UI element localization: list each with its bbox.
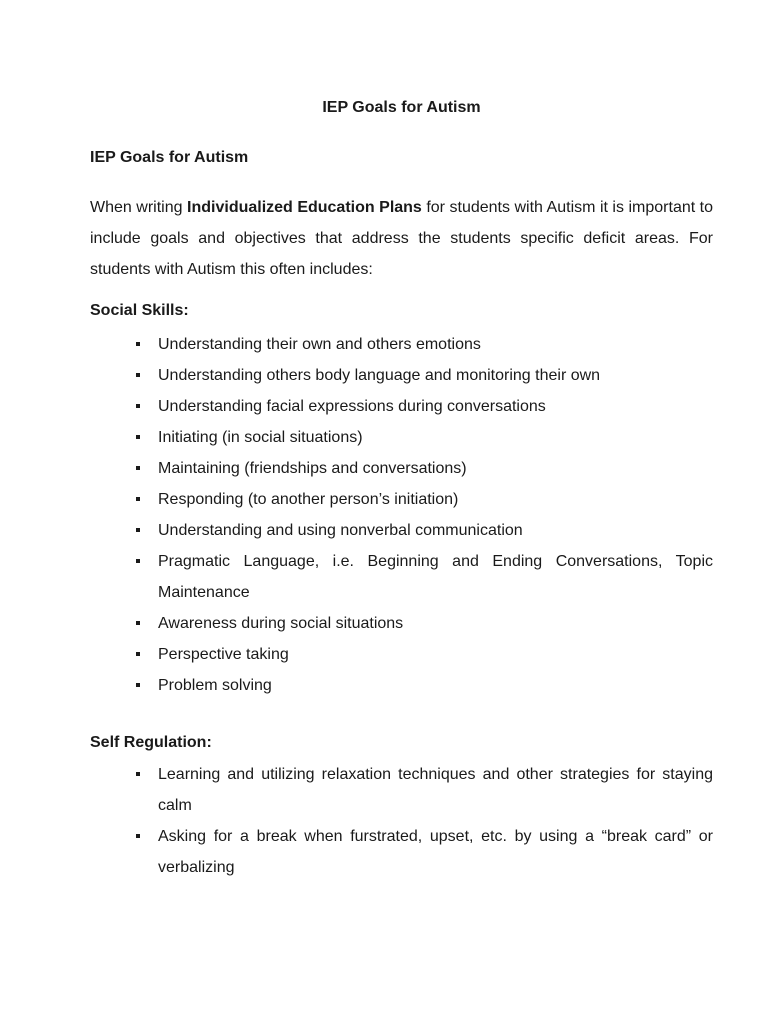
- square-bullet-icon: [136, 373, 140, 377]
- list-item: [90, 422, 713, 453]
- list-item: [90, 360, 713, 391]
- square-bullet-icon: [136, 621, 140, 625]
- list-item-text: Pragmatic Language, i.e. Beginning and Ending Conversations, Topic Maintenance: [158, 553, 713, 601]
- list-item-text: Responding (to another person’s initiation): [158, 491, 459, 508]
- square-bullet-icon: [136, 497, 140, 501]
- list-item-text: Understanding facial expressions during conversations: [158, 398, 546, 415]
- list-item: [90, 515, 713, 546]
- square-bullet-icon: [136, 528, 140, 532]
- intro-suffix: for students with Autism it is important to include goals and objectives that address the students specific deficit areas. For students with Autism this often includes:: [90, 199, 714, 278]
- square-bullet-icon: [136, 435, 140, 439]
- list-item-text: Understanding and using nonverbal communication: [158, 522, 523, 539]
- list-item: [90, 670, 713, 701]
- list-item-text: Asking for a break when furstrated, upset, etc. by using a “break card” or verbalizing: [158, 828, 713, 876]
- document-subtitle: IEP Goals for Autism: [90, 149, 249, 166]
- list-item-text: Understanding their own and others emotions: [158, 336, 481, 353]
- square-bullet-icon: [136, 772, 140, 776]
- list-item-text: Perspective taking: [158, 646, 289, 663]
- list-item-text: Awareness during social situations: [158, 615, 404, 632]
- list-item-text: Maintaining (friendships and conversations): [158, 460, 467, 477]
- list-item-text: Learning and utilizing relaxation techniques and other strategies for staying calm: [158, 766, 713, 814]
- section-heading-self-regulation: Self Regulation:: [90, 734, 212, 751]
- social-skills-list: [90, 329, 713, 701]
- list-item: [90, 608, 713, 639]
- square-bullet-icon: [136, 683, 140, 687]
- list-item-text: Problem solving: [158, 677, 272, 694]
- intro-prefix: When writing: [90, 199, 188, 216]
- document-page: [90, 96, 713, 883]
- list-item: [90, 391, 713, 422]
- intro-paragraph: [90, 192, 713, 285]
- square-bullet-icon: [136, 559, 140, 563]
- square-bullet-icon: [136, 466, 140, 470]
- list-item-text: Understanding others body language and monitoring their own: [158, 367, 601, 384]
- list-item: [90, 484, 713, 515]
- list-item: [90, 821, 713, 883]
- square-bullet-icon: [136, 834, 140, 838]
- intro-bold-term: Individualized Education Plans: [187, 199, 422, 216]
- list-item: [90, 639, 713, 670]
- list-item: [90, 329, 713, 360]
- list-item: [90, 546, 713, 608]
- square-bullet-icon: [136, 404, 140, 408]
- list-item: [90, 453, 713, 484]
- self-regulation-list: [90, 759, 713, 883]
- list-item: [90, 759, 713, 821]
- list-item-text: Initiating (in social situations): [158, 429, 363, 446]
- square-bullet-icon: [136, 652, 140, 656]
- square-bullet-icon: [136, 342, 140, 346]
- section-heading-social-skills: Social Skills:: [90, 302, 189, 319]
- document-title: IEP Goals for Autism: [322, 99, 481, 116]
